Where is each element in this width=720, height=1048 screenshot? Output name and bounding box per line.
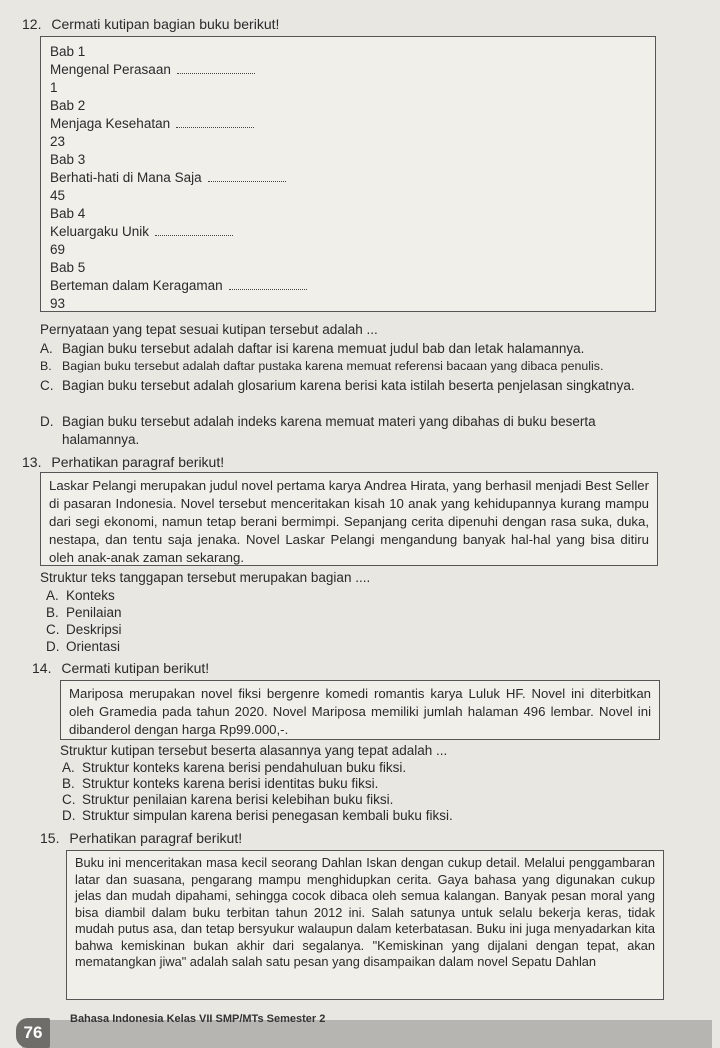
toc-title [50,170,286,185]
q12-option-a[interactable] [40,341,660,356]
option-label: B. [40,359,52,373]
q12-heading [22,16,279,32]
option-label: C. [40,378,54,393]
q15-number: 15. [40,830,60,846]
footer-book-title: Bahasa Indonesia Kelas VII SMP/MTs Semester 2 [70,1013,326,1025]
q12-title: Cermati kutipan bagian buku berikut! [51,16,280,32]
q14-option-c[interactable] [62,792,393,807]
q13-option-a[interactable] [46,588,115,603]
q13-option-d[interactable] [46,639,120,654]
option-label: A. [46,588,59,603]
option-label: A. [62,760,75,775]
option-text: Bagian buku tersebut adalah glosarium karena berisi kata istilah beserta penjelasan singkatnya. [62,378,635,393]
option-label: B. [46,605,59,620]
option-label: D. [46,639,60,654]
q15-paragraph-box: Buku ini menceritakan masa kecil seorang Dahlan Iskan dengan cukup detail. Melalui penggambaran latar dan suasana, pengarang mampu menghidupkan cerita. Gaya bahasa yang digunakan cukup jelas dan mudah dipahami, sehingga cocok dibaca oleh semua kalangan. Banyak pesan moral yang bisa diambil dalam buku terbitan tahun 2012 ini. Salah satunya untuk selalu bekerja keras, tidak mudah putus asa, dan tetap bersyukur walaupun dalam keterbatasan. Buku ini juga menyadarkan kita bahwa kemiskinan bukan akhir dari segalanya. "Kemiskinan yang dijalani dengan tepat, akan mematangkan jiwa" adalah salah satu pesan yang disampaikan dalam novel Sepatu Dahlan [66,850,664,1000]
option-text: Struktur konteks karena berisi identitas buku fiksi. [82,776,379,791]
option-text: Bagian buku tersebut adalah daftar isi karena memuat judul bab dan letak halamannya. [62,341,585,356]
option-text: Penilaian [66,605,122,620]
q13-heading [22,454,224,470]
page-number: 76 [16,1018,50,1048]
option-text: Konteks [66,588,115,603]
option-text: Deskripsi [66,622,122,637]
q15-heading [40,830,242,846]
toc-title [50,224,233,239]
toc-title-text: Mengenal Perasaan [50,62,171,77]
q14-option-d[interactable] [62,808,453,823]
q12-option-c[interactable] [40,377,670,395]
q12-stem: Pernyataan yang tepat sesuai kutipan tersebut adalah ... [40,322,378,337]
option-text: Struktur konteks karena berisi pendahuluan buku fiksi. [82,760,407,775]
toc-page: 45 [50,188,66,203]
toc-bab: Bab 4 [50,206,86,221]
toc-title-text: Menjaga Kesehatan [50,116,171,131]
q13-title: Perhatikan paragraf berikut! [51,454,225,470]
option-label: C. [62,792,76,807]
q14-heading [32,660,209,676]
toc-bab: Bab 5 [50,260,86,275]
option-text: Struktur simpulan karena berisi penegasan kembali buku fiksi. [82,808,453,823]
q14-number: 14. [32,660,52,676]
q15-title: Perhatikan paragraf berikut! [69,830,243,846]
toc-page: 1 [50,80,58,95]
q12-number: 12. [22,16,42,32]
toc-title [50,278,307,293]
toc-page: 93 [50,296,66,311]
q14-option-b[interactable] [62,776,378,791]
option-label: A. [40,341,53,356]
toc-title-text: Berteman dalam Keragaman [50,278,223,293]
q13-option-c[interactable] [46,622,122,637]
toc-title-text: Keluargaku Unik [50,224,150,239]
q13-option-b[interactable] [46,605,122,620]
option-label: C. [46,622,60,637]
q14-option-a[interactable] [62,760,406,775]
option-label: D. [40,414,54,429]
toc-title-text: Berhati-hati di Mana Saja [50,170,202,185]
toc-bab: Bab 1 [50,44,86,59]
q14-paragraph-box: Mariposa merupakan novel fiksi bergenre komedi romantis karya Luluk HF. Novel ini diterbitkan oleh Gramedia pada tahun 2020. Novel Mariposa memiliki jumlah halaman 496 lembar. Novel ini dibanderol dengan harga Rp99.000,-. [60,680,660,740]
option-text: Bagian buku tersebut adalah indeks karena memuat materi yang dibahas di buku beserta halamannya. [62,414,596,447]
toc-title [50,62,255,77]
toc-title [50,116,254,131]
option-label: B. [62,776,75,791]
q14-stem: Struktur kutipan tersebut beserta alasannya yang tepat adalah ... [60,743,448,758]
toc-page: 69 [50,242,66,257]
option-text: Struktur penilaian karena berisi kelebihan buku fiksi. [82,792,394,807]
option-text: Bagian buku tersebut adalah daftar pustaka karena memuat referensi bacaan yang dibaca penulis. [62,359,604,373]
toc-page: 23 [50,134,66,149]
q13-stem: Struktur teks tanggapan tersebut merupakan bagian .... [40,570,371,585]
option-text: Orientasi [66,639,121,654]
q12-option-d[interactable] [40,413,670,449]
q14-title: Cermati kutipan berikut! [61,660,210,676]
toc-bab: Bab 2 [50,98,86,113]
option-label: D. [62,808,76,823]
q13-paragraph-box: Laskar Pelangi merupakan judul novel pertama karya Andrea Hirata, yang berhasil menjadi Best Seller di pasaran Indonesia. Novel tersebut menceritakan kisah 10 anak yang kehidupannya kurang mampu dari segi ekonomi, namun tetap berani bermimpi. Sepanjang cerita dipenuhi dengan rasa suka, duka, nestapa, dan tentu saja jenaka. Novel Laskar Pelangi mengandung banyak hal-hal yang bisa ditiru oleh anak-anak zaman sekarang. [40,472,658,566]
q12-option-b[interactable] [40,359,680,373]
q13-number: 13. [22,454,42,470]
toc-bab: Bab 3 [50,152,86,167]
